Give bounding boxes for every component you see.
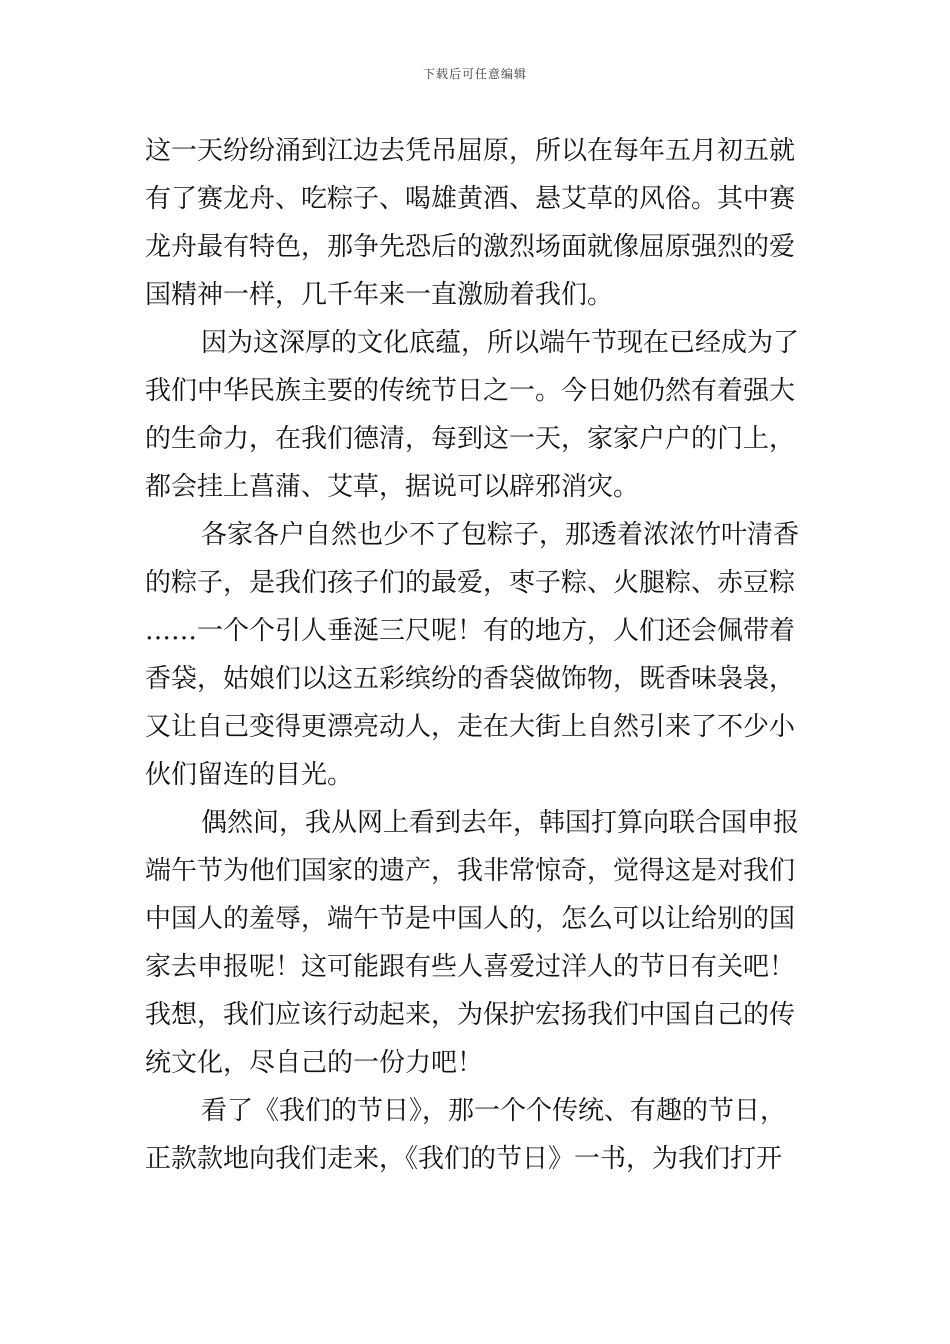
- text-line: 统文化，尽自己的一份力吧！: [145, 1048, 484, 1078]
- text-line: 又让自己变得更漂亮动人，走在大街上自然引来了不少小: [145, 712, 796, 742]
- paragraph-first-line: 看了《我们的节日》，那一个个传统、有趣的节日，: [201, 1096, 787, 1126]
- text-line: 国精神一样，几千年来一直激励着我们。: [145, 280, 614, 310]
- text-line: 伙们留连的目光。: [145, 760, 354, 790]
- text-line: 端午节为他们国家的遗产，我非常惊奇，觉得这是对我们: [145, 856, 796, 886]
- body-text: [145, 127, 807, 1183]
- text-line: 我们中华民族主要的传统节日之一。今日她仍然有着强大: [145, 376, 796, 406]
- text-line: 这一天纷纷涌到江边去凭吊屈原，所以在每年五月初五就: [145, 136, 796, 166]
- text-line: 我想，我们应该行动起来，为保护宏扬我们中国自己的传: [145, 1000, 796, 1030]
- page-header-note: 下载后可任意编辑: [422, 67, 527, 81]
- text-line: ……一个个引人垂涎三尺呢！有的地方，人们还会佩带着: [145, 616, 796, 646]
- paragraph-first-line: 因为这深厚的文化底蕴，所以端午节现在已经成为了: [201, 328, 800, 358]
- text-line: 中国人的羞辱，端午节是中国人的，怎么可以让给别的国: [145, 904, 796, 934]
- text-line: 香袋，姑娘们以这五彩缤纷的香袋做饰物，既香味袅袅，: [145, 664, 796, 694]
- text-line: 家去申报呢！这可能跟有些人喜爱过洋人的节日有关吧！: [145, 952, 796, 982]
- paragraph-first-line: 各家各户自然也少不了包粽子，那透着浓浓竹叶清香: [201, 520, 800, 550]
- text-line: 的粽子，是我们孩子们的最爱，枣子粽、火腿粽、赤豆粽: [145, 568, 796, 598]
- text-line: 都会挂上菖蒲、艾草，据说可以辟邪消灾。: [145, 472, 640, 502]
- text-line: 正款款地向我们走来，《我们的节日》一书，为我们打开: [145, 1144, 783, 1174]
- paragraph-first-line: 偶然间，我从网上看到去年，韩国打算向联合国申报: [201, 808, 800, 838]
- text-line: 有了赛龙舟、吃粽子、喝雄黄酒、悬艾草的风俗。其中赛: [145, 184, 796, 214]
- text-line: 龙舟最有特色，那争先恐后的激烈场面就像屈原强烈的爱: [145, 232, 796, 262]
- text-line: 的生命力，在我们德清，每到这一天，家家户户的门上，: [145, 424, 796, 454]
